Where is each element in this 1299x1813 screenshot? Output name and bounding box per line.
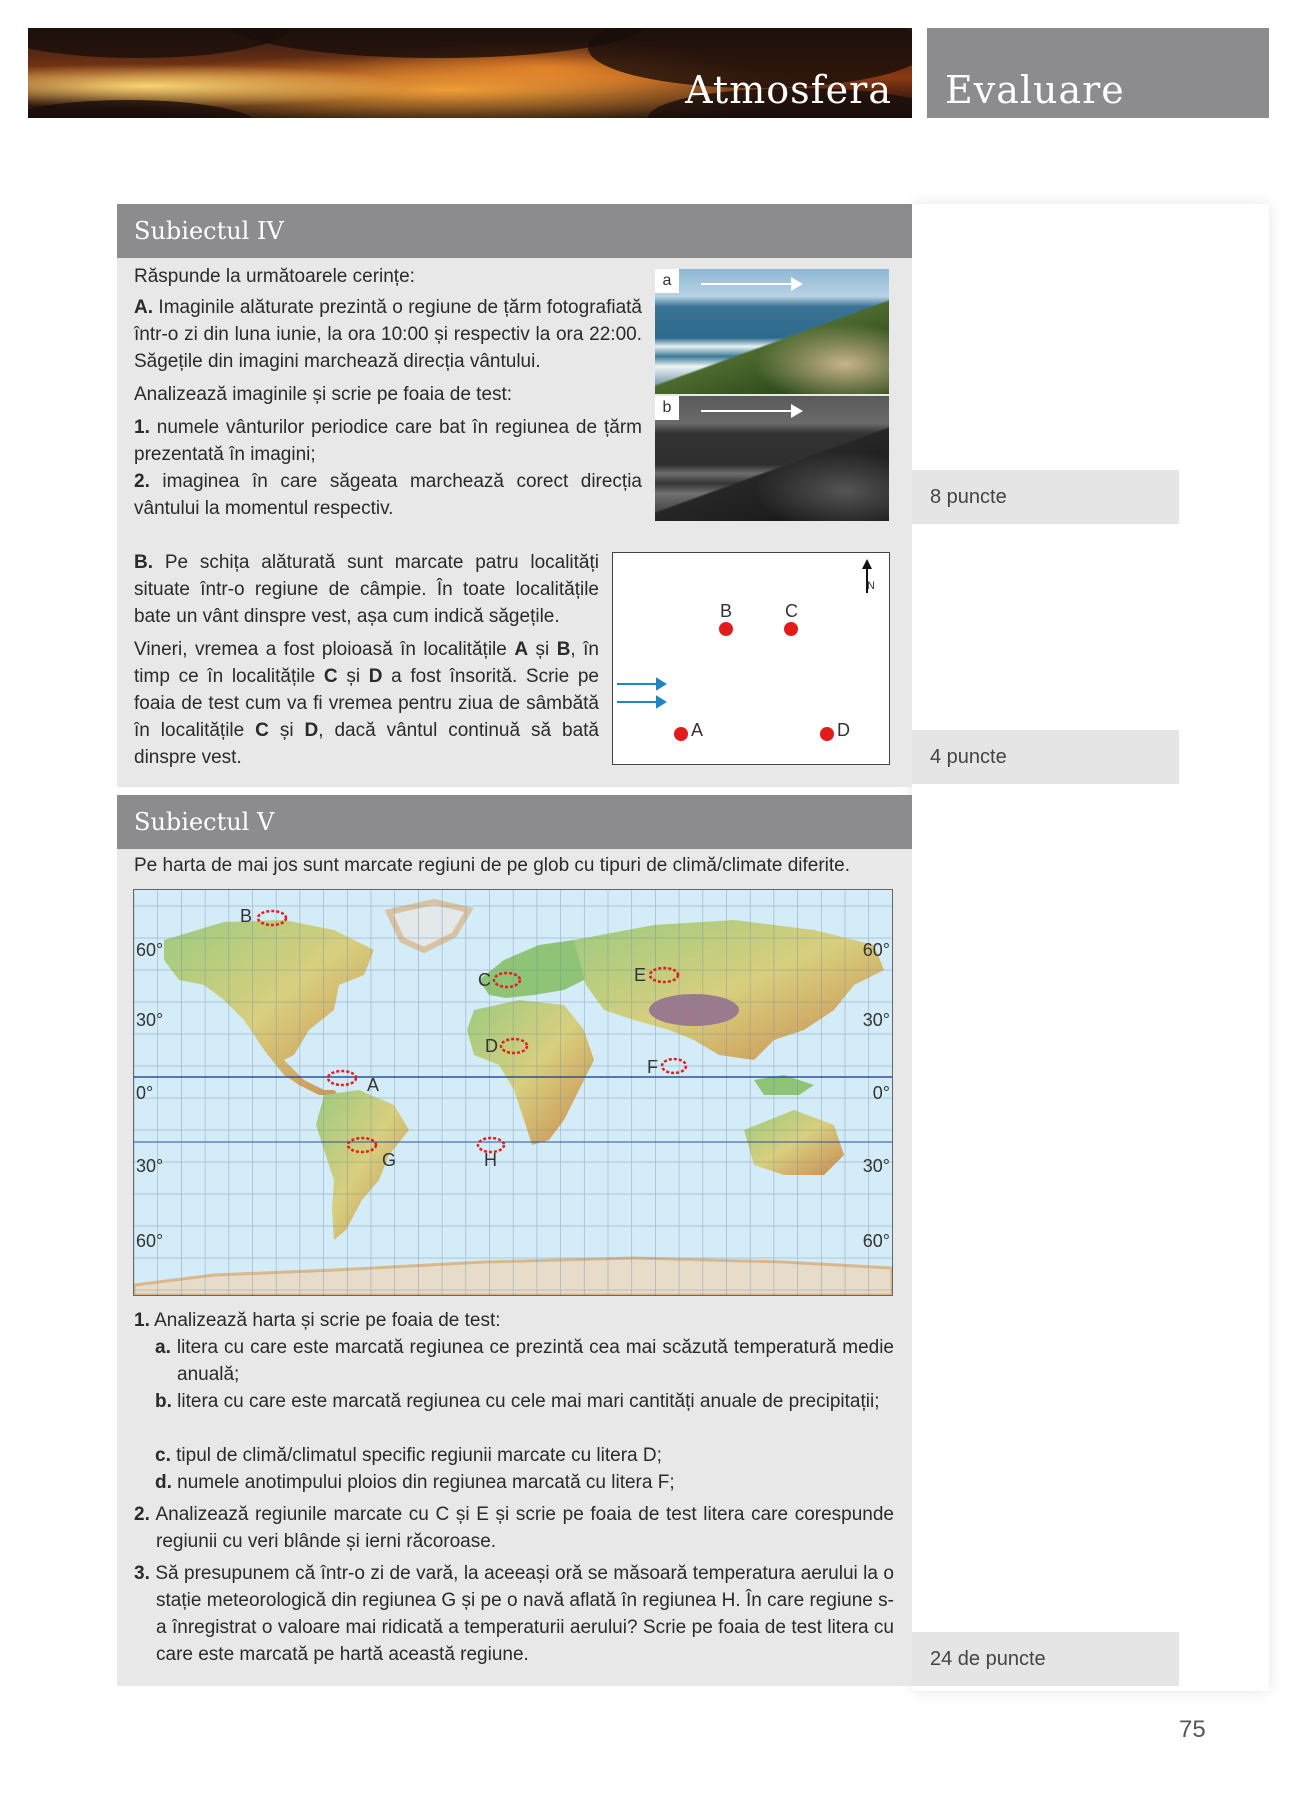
lat-right-60n: 60°: [862, 940, 890, 960]
lat-left-0: 0°: [136, 1083, 154, 1103]
points-part-b: 4 puncte: [912, 730, 1179, 784]
region-b-label: B: [240, 906, 253, 926]
question-1: 1. Analizează harta și scrie pe foaia de test:: [134, 1310, 501, 1331]
question-1c: c. tipul de climă/climatul specific regiunii marcate cu litera D;: [155, 1445, 662, 1466]
lat-right-0: 0°: [872, 1083, 890, 1103]
region-g-label: G: [382, 1150, 397, 1170]
coast-photo-a: [655, 269, 889, 394]
question-1d: d. numele anotimpului ploios din regiunea marcată cu litera F;: [155, 1472, 675, 1493]
wind-arrow-a: [701, 283, 801, 285]
points-subject-5: 24 de puncte: [912, 1632, 1179, 1686]
photo-a-label: a: [655, 269, 679, 293]
subject-4-title: Subiectul IV: [117, 204, 912, 258]
region-d-label: D: [485, 1036, 498, 1056]
region-a-label: A: [367, 1075, 380, 1095]
region-c-label: C: [478, 970, 491, 990]
coast-photo-b: [655, 396, 889, 521]
points-column: [912, 204, 1269, 1691]
page-number: 75: [1179, 1716, 1206, 1743]
lat-right-60s: 60°: [862, 1231, 890, 1251]
town-a-dot: [674, 727, 688, 741]
subject-4-intro: Răspunde la următoarele cerințe:: [134, 266, 415, 287]
town-c-dot: [784, 622, 798, 636]
section-title: Atmosfera: [685, 68, 892, 112]
lat-left-60s: 60°: [136, 1231, 164, 1251]
town-a-label: A: [691, 720, 704, 740]
question-1a: a. litera cu care este marcată regiunea ce prezintă cea mai scăzută temperatură medie anuală;: [155, 1337, 895, 1385]
subject-5-intro: Pe harta de mai jos sunt marcate regiuni de pe glob cu tipuri de climă/climate diferite.: [134, 855, 851, 876]
region-h-label: H: [484, 1150, 497, 1170]
town-b-dot: [719, 622, 733, 636]
chapter-title-box: [927, 28, 1269, 118]
lat-left-30s: 30°: [136, 1156, 164, 1176]
north-label: N: [867, 580, 875, 592]
town-d-dot: [820, 727, 834, 741]
lat-left-30n: 30°: [136, 1010, 164, 1030]
chapter-title: Evaluare: [945, 68, 1125, 112]
part-a-text: A. Imaginile alăturate prezintă o regiune de țărm fotografiată într-o zi din luna iunie, la ora 10:00 și respectiv la ora 22:00. Săgețile din imagini marchează direcția vântului. Analizează imaginile și scrie pe foaia de test: 1. numele vânturilor periodice care bat în regiunea de țărm prezentată în imagini; 2. imaginea în care săgeata marchează corect direcția vântului la momentul respectiv.: [134, 297, 642, 519]
wind-arrows-icon: [617, 679, 665, 707]
lat-right-30n: 30°: [862, 1010, 890, 1030]
region-f-label: F: [647, 1057, 658, 1077]
lat-left-60n: 60°: [136, 940, 164, 960]
town-d-label: D: [837, 720, 850, 740]
localities-sketch: [612, 552, 890, 765]
question-1b: b. litera cu care este marcată regiunea cu cele mai mari cantități anuale de precipitații;: [155, 1391, 880, 1412]
town-c-label: C: [785, 601, 798, 621]
points-part-a: 8 puncte: [912, 470, 1179, 524]
subject-5-title: Subiectul V: [117, 795, 912, 849]
question-3: 3. Să presupunem că într-o zi de vară, la aceeași oră se măsoară temperatura aerului la o stație meteorologică din regiunea G și pe o navă aflată în regiunea H. În care regiune s-a înregistrat o valoare mai ridicată a temperaturii aerului? Scrie pe foaia de test litera cu care este marcată pe hartă această regiune.: [134, 1563, 894, 1665]
town-b-label: B: [720, 601, 733, 621]
photo-b-label: b: [655, 396, 679, 420]
world-climate-map: [133, 889, 893, 1296]
wind-arrow-b: [701, 410, 801, 412]
lat-right-30s: 30°: [862, 1156, 890, 1176]
region-e-label: E: [634, 965, 647, 985]
header-banner-image: [28, 28, 912, 118]
world-map-drawing: [134, 890, 892, 1295]
question-2: 2. Analizează regiunile marcate cu C și E și scrie pe foaia de test litera care corespunde regiunii cu veri blânde și ierni răcoroase.: [134, 1504, 894, 1552]
part-b-text: B. Pe schița alăturată sunt marcate patru localități situate într-o regiune de câmpie. În toate localitățile bate un vânt dinspre vest, așa cum indică săgețile. Vineri, vremea a fost ploioasă în localitățile A și B, în timp ce în localitățile C și D a fost însorită. Scrie pe foaia de test cum va fi vremea pentru ziua de sâmbătă în localitățile C și D, dacă vântul continuă să bată dinspre vest.: [134, 552, 600, 768]
